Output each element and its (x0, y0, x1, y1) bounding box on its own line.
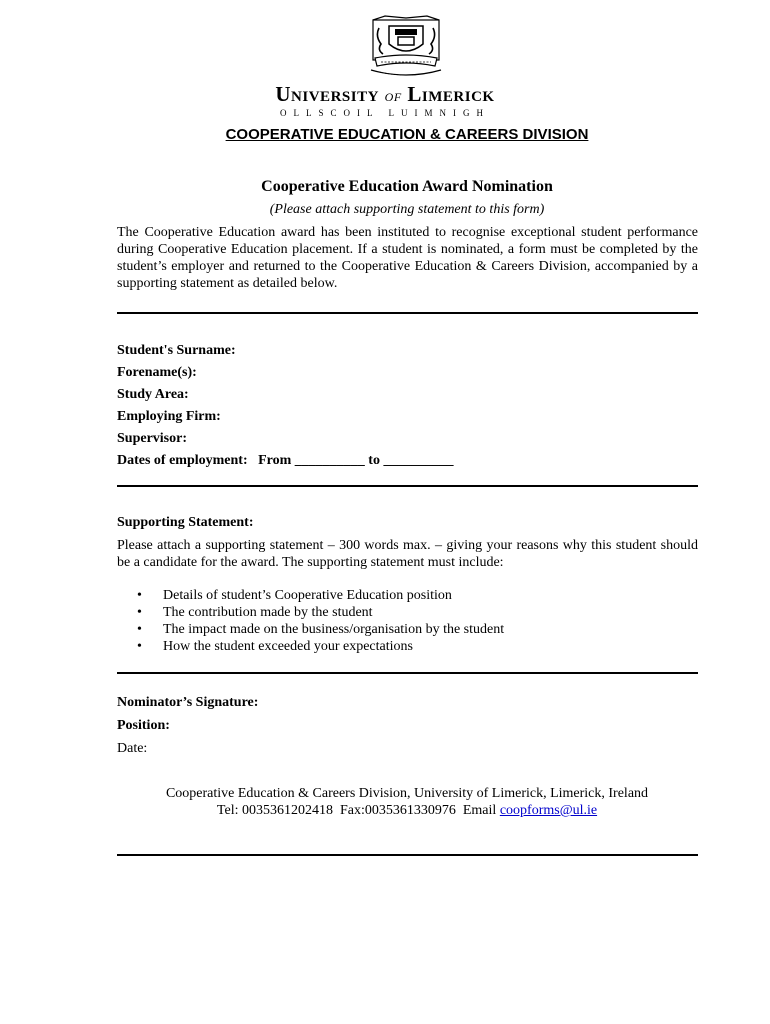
footer-phone-fax: Tel: 0035361202418 Fax:0035361330976 Email (216, 803, 500, 818)
section-divider (117, 672, 698, 674)
list-item-text: Details of student’s Cooperative Education position (163, 588, 452, 603)
section-divider (117, 312, 698, 314)
forenames-field-label: Forename(s): (117, 365, 197, 380)
surname-field-label: Student's Surname: (117, 343, 236, 358)
dates-of-employment-field: Dates of employment: From __________ to __________ (117, 453, 454, 468)
requirements-list (117, 587, 504, 655)
supervisor-field-label: Supervisor: (117, 431, 187, 446)
footer-address: Cooperative Education & Careers Division, University of Limerick, Limerick, Ireland (165, 786, 649, 801)
position-label: Position: (117, 718, 170, 733)
university-name-of: of (384, 86, 402, 105)
university-name-last: Limerick (407, 82, 495, 106)
list-item-text: The impact made on the business/organisation by the student (163, 622, 505, 637)
bullet-icon: • (137, 588, 142, 603)
form-subtitle: (Please attach supporting statement to this form) (269, 202, 545, 217)
section-divider (117, 485, 698, 487)
list-item (117, 604, 504, 621)
intro-paragraph: The Cooperative Education award has been instituted to recognise exceptional student performance during Cooperative Education placement. If a student is nominated, a form must be completed by the student’s employer and returned to the Cooperative Education & Careers Division, accompanied by a supporting statement as detailed below. (117, 225, 698, 291)
bottom-divider (117, 854, 698, 856)
list-item (117, 621, 504, 638)
list-item (117, 638, 504, 655)
email-link[interactable]: coopforms@ul.ie (499, 803, 598, 818)
list-item (117, 587, 504, 604)
study-area-field-label: Study Area: (117, 387, 189, 402)
bullet-icon: • (137, 622, 142, 637)
nominator-signature-label: Nominator’s Signature: (117, 695, 259, 710)
list-item-text: The contribution made by the student (163, 605, 373, 620)
division-heading: COOPERATIVE EDUCATION & CAREERS DIVISION (225, 126, 589, 143)
form-title: Cooperative Education Award Nomination (261, 178, 553, 195)
bullet-icon: • (137, 605, 142, 620)
list-item-text: How the student exceeded your expectations (163, 639, 413, 654)
university-name-first: University (275, 82, 379, 106)
supporting-statement-text: Please attach a supporting statement – 300 words max. – giving your reasons why this student should be a candidate for the award. The supporting statement must include: (117, 538, 698, 570)
supporting-statement-heading: Supporting Statement: (117, 515, 254, 530)
bullet-icon: • (137, 639, 142, 654)
university-crest-logo (365, 14, 447, 80)
employing-firm-field-label: Employing Firm: (117, 409, 221, 424)
date-label: Date: (117, 741, 148, 756)
footer-contact (0, 803, 770, 819)
irish-university-name: OLLSCOIL LUIMNIGH (280, 108, 490, 118)
university-name (0, 82, 770, 107)
